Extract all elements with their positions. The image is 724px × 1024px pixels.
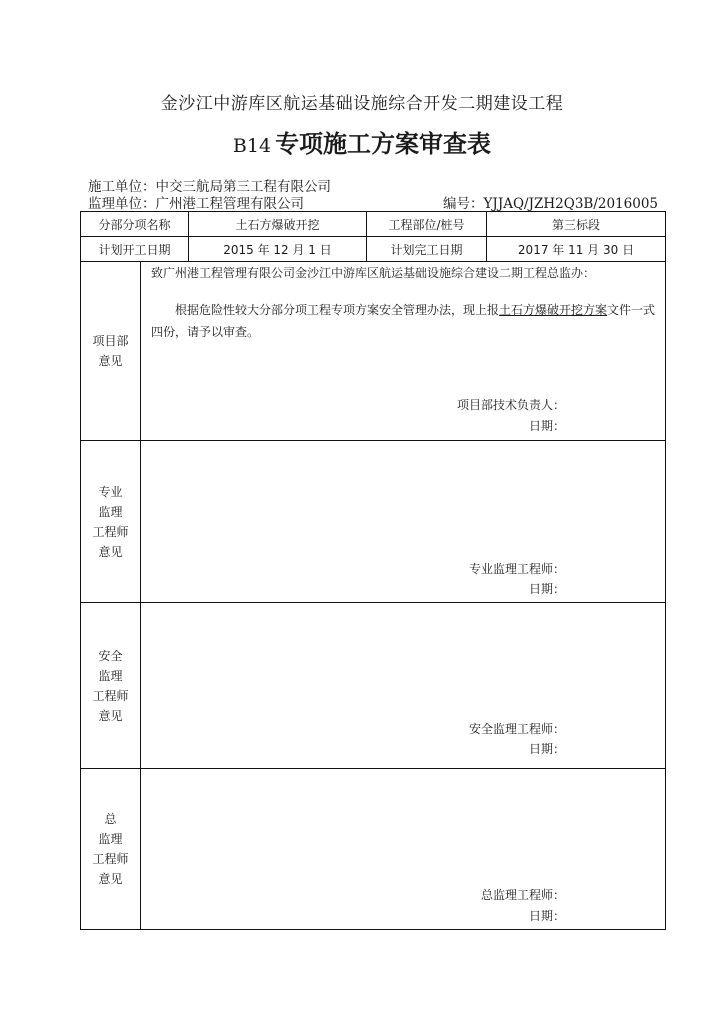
chief-label-line: 工程师	[92, 852, 129, 866]
chief-engineer-opinion	[141, 769, 665, 929]
specialty-label-line: 专业	[98, 484, 123, 499]
chief-label-line: 意见	[98, 872, 123, 886]
supervision-unit-value: 广州港工程管理有限公司	[155, 196, 304, 212]
specialty-label-line: 工程师	[92, 524, 129, 539]
specialty-engineer-label	[81, 441, 141, 602]
safety-engineer-label	[81, 603, 141, 768]
chief-engineer-date: 日期：	[528, 909, 565, 923]
review-form-table	[80, 211, 666, 930]
safety-label-line: 意见	[98, 708, 123, 723]
document-number	[443, 192, 658, 212]
specialty-label-line: 意见	[98, 544, 123, 559]
table-row-dates	[81, 237, 665, 262]
chief-label-line: 总	[104, 812, 117, 826]
form-title	[0, 124, 724, 159]
project-title: 金沙江中游库区航运基础设施综合开发二期建设工程	[160, 94, 564, 114]
specialty-engineer-opinion	[141, 441, 665, 602]
letter-addressee: 致广州港工程管理有限公司金沙江中游库区航运基础设施综合建设二期工程总监办：	[151, 266, 596, 280]
letter-body-prefix: 根据危险性较大分部分项工程专项方案安全管理办法，现上报	[175, 303, 500, 317]
safety-engineer-signature: 安全监理工程师：	[468, 722, 565, 736]
project-dept-label	[81, 262, 141, 440]
construction-unit-label: 施工单位：	[88, 179, 156, 195]
project-dept-date: 日期：	[528, 419, 565, 433]
letter-body-suffix: 文件一式四份，请予以审查。	[151, 303, 656, 339]
end-date-value: 2017 年 11 月 30 日	[517, 242, 635, 257]
supervision-unit	[88, 192, 304, 212]
item-name-label: 分部分项名称	[81, 212, 189, 236]
safety-engineer-date: 日期：	[528, 742, 565, 756]
chief-engineer-signature: 总监理工程师：	[480, 888, 565, 902]
letter-body-plan-name: 土石方爆破开挖方案	[499, 303, 608, 317]
safety-engineer-opinion-row	[81, 603, 665, 769]
specialty-engineer-opinion-row	[81, 441, 665, 603]
safety-label-line: 监理	[98, 668, 123, 683]
construction-unit-value: 中交三航局第三工程有限公司	[155, 179, 331, 195]
specialty-engineer-date: 日期：	[528, 582, 565, 596]
safety-engineer-opinion	[141, 603, 665, 768]
project-dept-label-line: 项目部	[92, 334, 129, 348]
chief-engineer-label	[81, 769, 141, 929]
project-tech-lead-signature: 项目部技术负责人：	[456, 398, 565, 412]
table-row-item	[81, 212, 665, 237]
start-date-value: 2015 年 12 月 1 日	[189, 237, 367, 261]
safety-label-line: 安全	[98, 648, 123, 663]
document-number-value: YJJAQ/JZH2Q3B/2016005	[483, 196, 659, 212]
safety-label-line: 工程师	[92, 688, 129, 703]
document-number-label: 编号：	[443, 196, 484, 212]
specialty-label-line: 监理	[98, 504, 123, 519]
supervision-unit-label: 监理单位：	[88, 196, 156, 212]
start-date-label: 计划开工日期	[81, 237, 189, 261]
item-name-value: 土石方爆破开挖	[189, 212, 367, 236]
specialty-engineer-signature: 专业监理工程师：	[468, 562, 565, 576]
end-date-label: 计划完工日期	[367, 237, 487, 261]
form-code: B14	[232, 135, 272, 157]
letter-body	[151, 299, 657, 343]
location-value: 第三标段	[551, 217, 600, 232]
project-dept-opinion	[141, 262, 665, 440]
project-dept-label-line: 意见	[98, 354, 123, 368]
location-label: 工程部位/桩号	[367, 212, 487, 236]
chief-engineer-opinion-row	[81, 769, 665, 929]
project-dept-opinion-row	[81, 262, 665, 441]
form-title-text: 专项施工方案审查表	[275, 129, 492, 158]
chief-label-line: 监理	[98, 832, 123, 846]
